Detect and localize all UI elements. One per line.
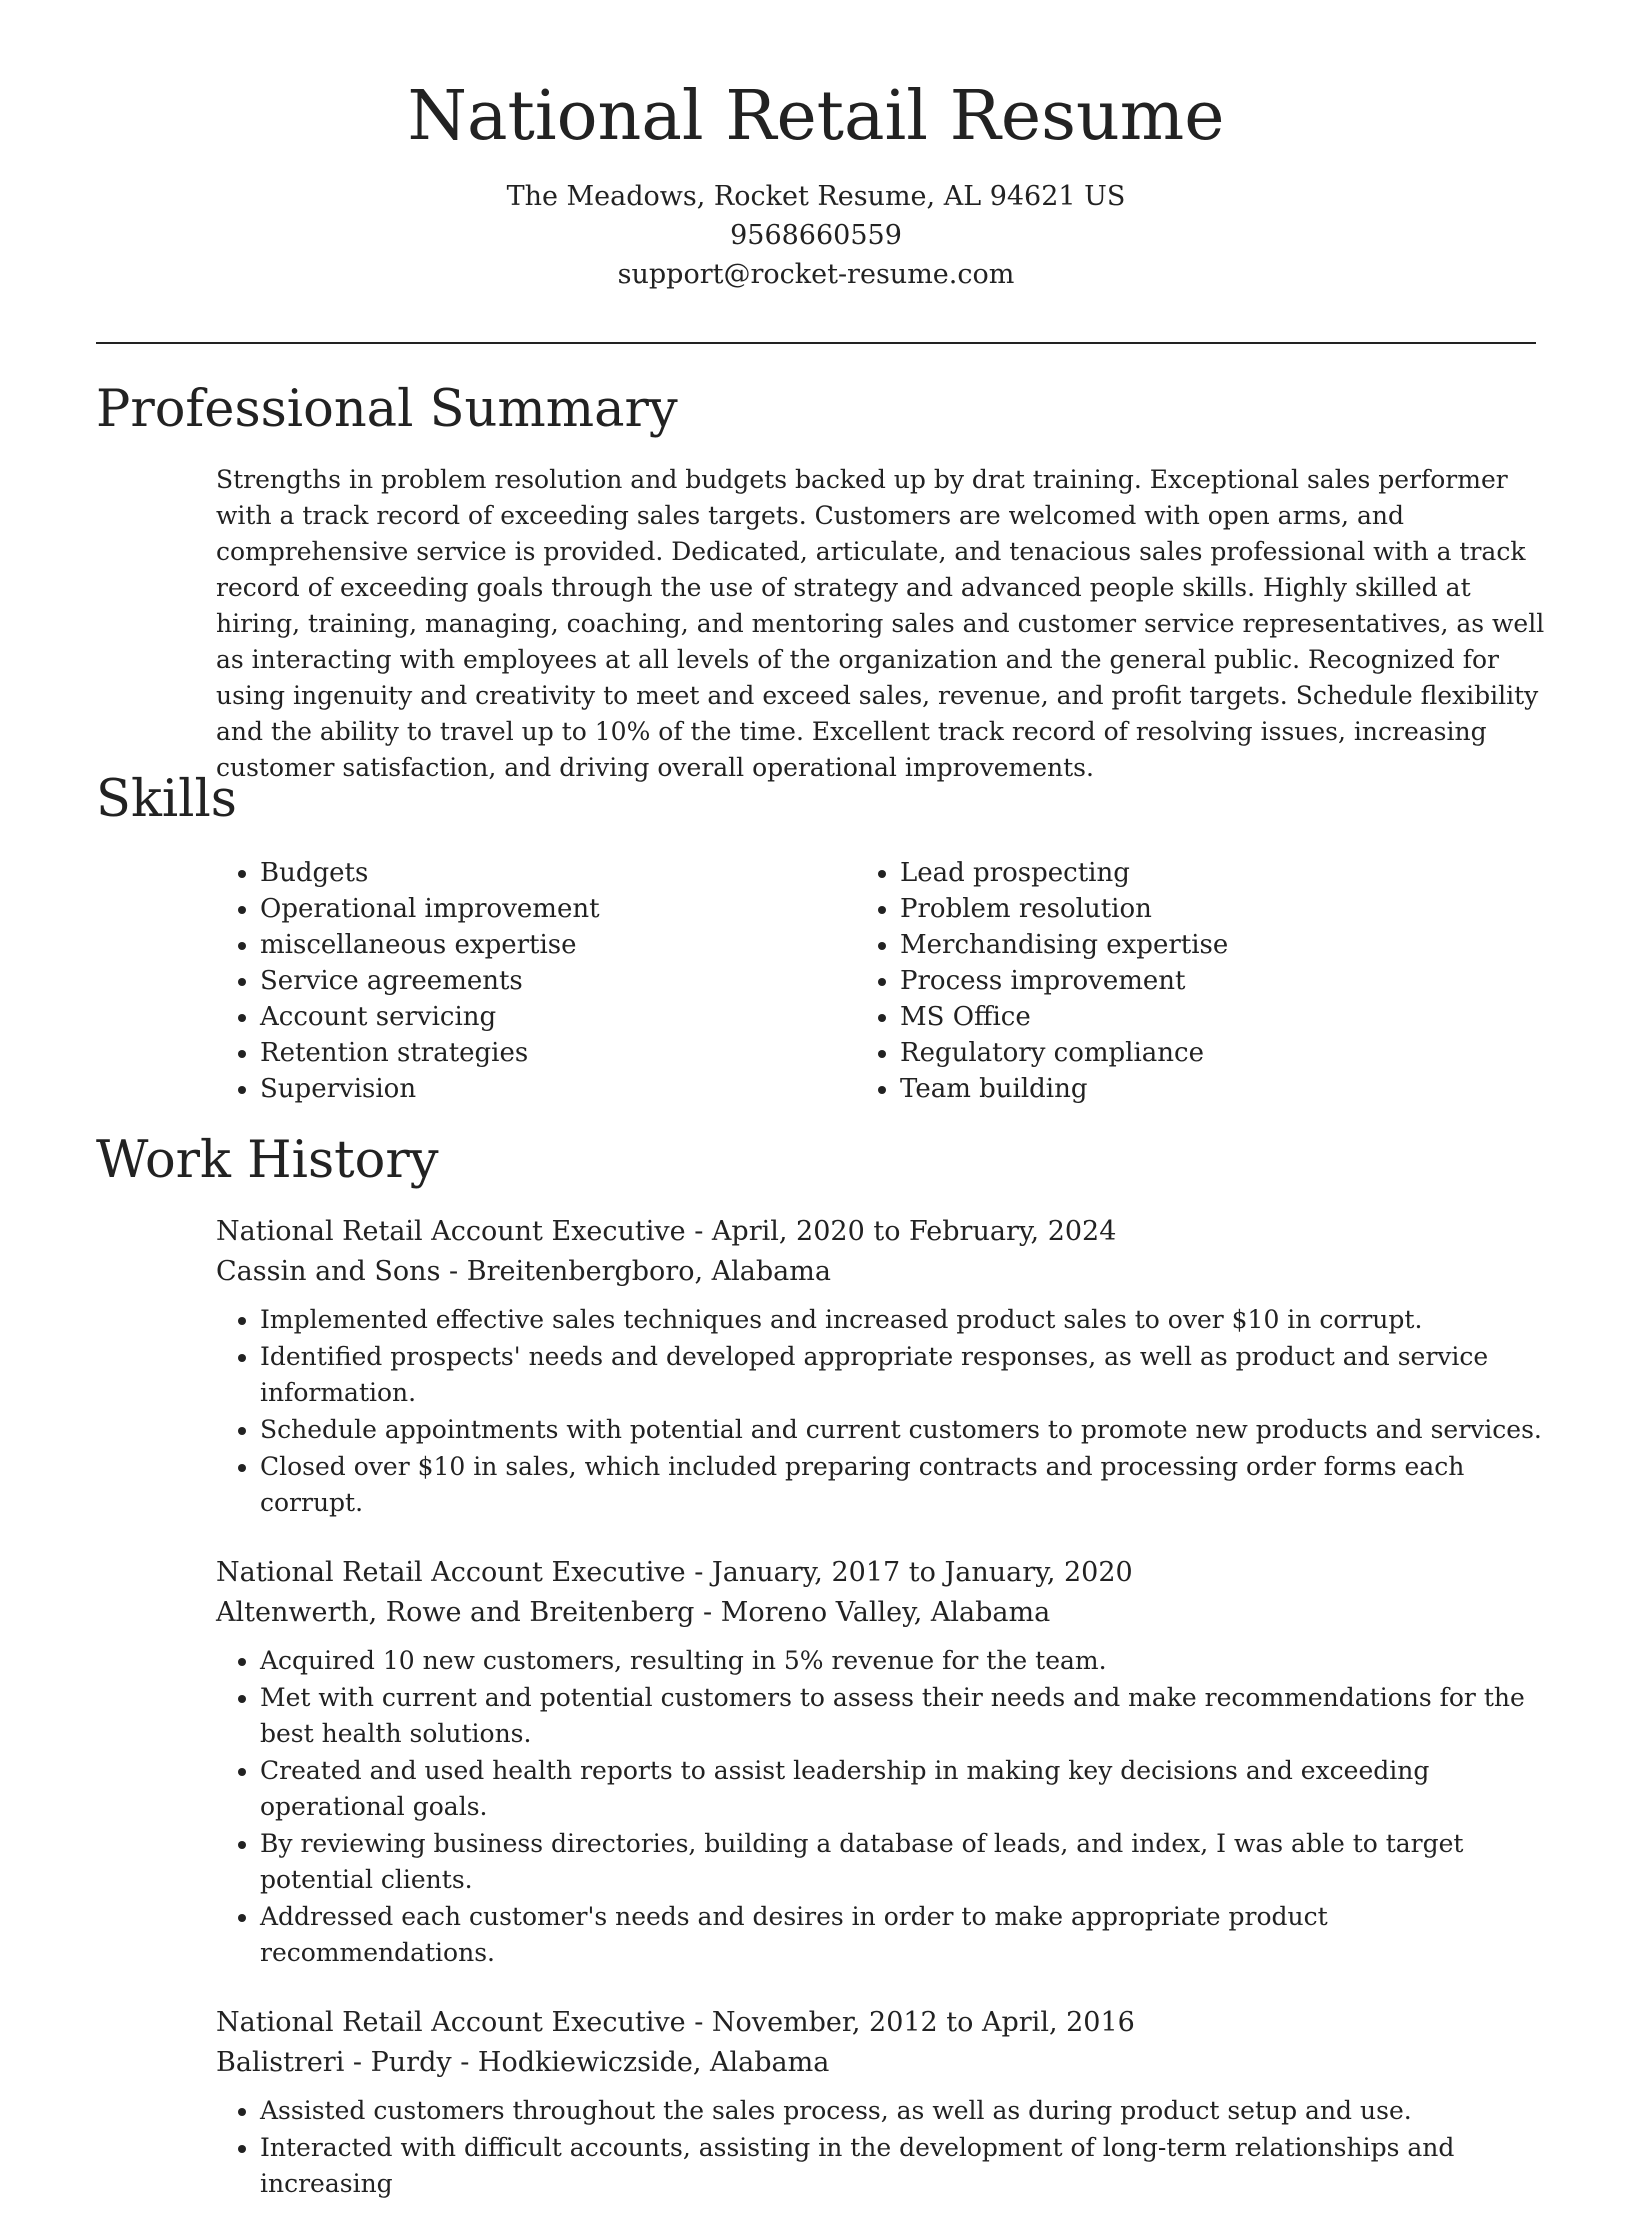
job-bullet: • Acquired 10 new customers, resulting in 5% revenue for the team. bbox=[260, 1643, 1546, 1679]
skill-item: • Operational improvement bbox=[260, 891, 856, 927]
company-location: - Breitenbergboro, Alabama bbox=[440, 1256, 831, 1287]
job-title: National Retail Account Executive bbox=[216, 1557, 686, 1588]
company-location: - Moreno Valley, Alabama bbox=[694, 1597, 1051, 1628]
job-heading bbox=[216, 1553, 1546, 1593]
contact-phone: 9568660559 bbox=[730, 219, 902, 251]
resume-title: National Retail Resume bbox=[407, 77, 1225, 156]
contact-address: The Meadows, Rocket Resume, AL 94621 US bbox=[506, 180, 1126, 212]
job-heading bbox=[216, 2003, 1546, 2043]
job-bullets bbox=[216, 1302, 1546, 1521]
job-bullet: • Addressed each customer's needs and desires in order to make appropriate product recommendations. bbox=[260, 1899, 1546, 1971]
skill-item: • Problem resolution bbox=[900, 891, 1496, 927]
job-entry bbox=[216, 1212, 1546, 1521]
work-history-list bbox=[216, 1212, 1546, 2234]
job-heading bbox=[216, 1212, 1546, 1252]
job-dates: - November, 2012 to April, 2016 bbox=[685, 2007, 1135, 2038]
company-name: Balistreri - Purdy bbox=[216, 2047, 452, 2078]
company-name: Cassin and Sons bbox=[216, 1256, 441, 1287]
skill-item: • Account servicing bbox=[260, 999, 856, 1035]
job-title: National Retail Account Executive bbox=[216, 2007, 686, 2038]
skills-column-right bbox=[856, 855, 1496, 1107]
skill-item: • Supervision bbox=[260, 1071, 856, 1107]
skill-item: • Lead prospecting bbox=[900, 855, 1496, 891]
job-bullets bbox=[216, 2093, 1546, 2202]
job-bullet: • Implemented effective sales techniques and increased product sales to over $10 in corrupt. bbox=[260, 1302, 1546, 1338]
resume-header bbox=[0, 0, 1632, 294]
job-entry bbox=[216, 2003, 1546, 2202]
skills-column-left bbox=[216, 855, 856, 1107]
job-bullet: • Schedule appointments with potential and current customers to promote new products and services. bbox=[260, 1412, 1546, 1448]
skill-item: • Merchandising expertise bbox=[900, 927, 1496, 963]
skill-item: • Process improvement bbox=[900, 963, 1496, 999]
job-bullet: • Interacted with difficult accounts, assisting in the development of long-term relationships and increasing bbox=[260, 2130, 1546, 2202]
job-bullet: • Assisted customers throughout the sales process, as well as during product setup and use. bbox=[260, 2093, 1546, 2129]
company-location: - Hodkiewiczside, Alabama bbox=[451, 2047, 830, 2078]
work-history-heading: Work History bbox=[96, 1131, 439, 1190]
skill-item: • Team building bbox=[900, 1071, 1496, 1107]
job-employer bbox=[216, 2043, 1546, 2083]
job-bullet: • Created and used health reports to assist leadership in making key decisions and exceeding operational goals. bbox=[260, 1753, 1546, 1825]
job-dates: - January, 2017 to January, 2020 bbox=[685, 1557, 1133, 1588]
skills-list bbox=[216, 855, 1536, 1107]
skill-item: • Budgets bbox=[260, 855, 856, 891]
job-dates: - April, 2020 to February, 2024 bbox=[685, 1216, 1117, 1247]
job-employer bbox=[216, 1252, 1546, 1292]
skill-item: • MS Office bbox=[900, 999, 1496, 1035]
skill-item: • Retention strategies bbox=[260, 1035, 856, 1071]
job-entry bbox=[216, 1553, 1546, 1971]
job-bullets bbox=[216, 1643, 1546, 1971]
company-name: Altenwerth, Rowe and Breitenberg bbox=[216, 1597, 695, 1628]
job-bullet: • By reviewing business directories, building a database of leads, and index, I was able to target potential clients. bbox=[260, 1826, 1546, 1898]
summary-heading: Professional Summary bbox=[96, 380, 678, 439]
contact-block bbox=[0, 177, 1632, 294]
contact-email: support@rocket-resume.com bbox=[617, 258, 1015, 290]
job-title: National Retail Account Executive bbox=[216, 1216, 686, 1247]
header-divider bbox=[96, 342, 1536, 344]
job-bullet: • Met with current and potential customers to assess their needs and make recommendations for the best health solutions. bbox=[260, 1680, 1546, 1752]
summary-text: Strengths in problem resolution and budgets backed up by drat training. Exceptional sales performer with a track record of exceeding sales targets. Customers are welcomed with open arms, and comprehensive service is provided. Dedicated, articulate, and tenacious sales professional with a track record of exceeding goals through the use of strategy and advanced people skills. Highly skilled at hiring, training, managing, coaching, and mentoring sales and customer service representatives, as well as interacting with employees at all levels of the organization and the general public. Recognized for using ingenuity and creativity to meet and exceed sales, revenue, and profit targets. Schedule flexibility and the ability to travel up to 10% of the time. Excellent track record of resolving issues, increasing customer satisfaction, and driving overall operational improvements. bbox=[216, 465, 1545, 782]
job-bullet: • Identified prospects' needs and developed appropriate responses, as well as product and service information. bbox=[260, 1339, 1546, 1411]
skill-item: • miscellaneous expertise bbox=[260, 927, 856, 963]
skill-item: • Service agreements bbox=[260, 963, 856, 999]
job-employer bbox=[216, 1593, 1546, 1633]
skills-heading: Skills bbox=[96, 770, 237, 829]
job-bullet: • Closed over $10 in sales, which included preparing contracts and processing order forms each corrupt. bbox=[260, 1449, 1546, 1521]
skill-item: • Regulatory compliance bbox=[900, 1035, 1496, 1071]
